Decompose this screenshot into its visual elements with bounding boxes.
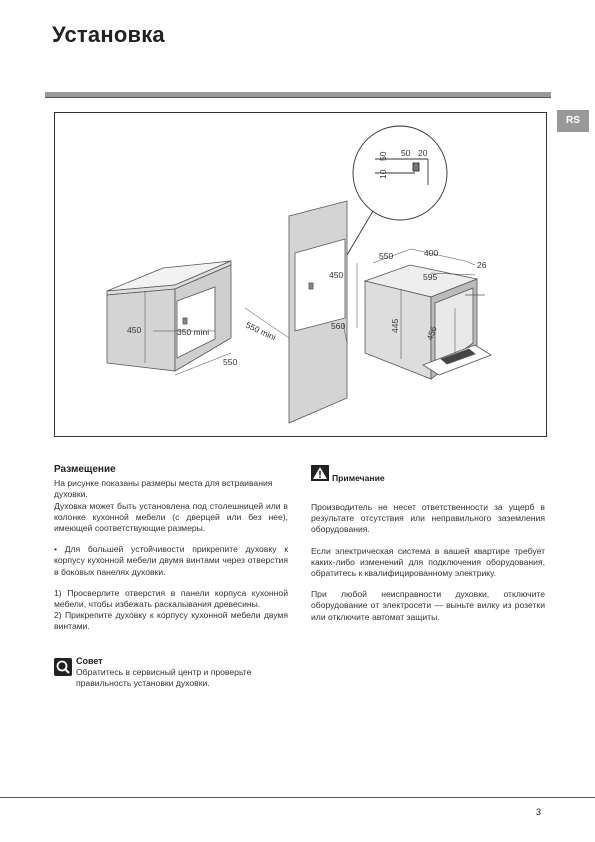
magnifier-icon — [54, 658, 72, 676]
header-rule-line — [45, 97, 551, 98]
dim-595: 595 — [423, 272, 438, 282]
undercounter-cabinet — [107, 261, 231, 371]
warning-icon — [311, 465, 329, 481]
installation-figure — [54, 112, 547, 437]
dim-456: 456 — [424, 324, 439, 342]
page-title: Установка — [52, 22, 165, 47]
detail-callout — [347, 126, 447, 255]
note-label: Примечание — [332, 473, 385, 483]
note-paragraph: Производитель не несет ответственности за ущерб в результате отсутствия или неправильного заземления оборудования. — [311, 502, 545, 535]
placement-paragraph: 2) Прикрепите духовку к корпусу кухонной мебели двумя винтами. — [54, 610, 288, 632]
dim-450-right: 450 — [329, 270, 344, 280]
dim-400: 400 — [424, 248, 439, 258]
placement-paragraph: Духовка может быть установлена под столешницей или в колонке кухонной мебели (с дверцей или без нее), имеющей соответствующие размеры. — [54, 500, 288, 534]
placement-section — [54, 464, 288, 643]
dim-10: 10 — [378, 169, 388, 179]
language-tab: RS — [557, 110, 589, 132]
dim-550-mini-diagonal: 550 mini — [244, 319, 278, 343]
note-section — [311, 502, 545, 633]
footer-rule — [0, 797, 595, 798]
tip-text: Обратитесь в сервисный центр и проверьте правильность установки духовки. — [76, 667, 252, 689]
placement-paragraph: На рисунке показаны размеры места для встраивания духовки. — [54, 478, 273, 500]
note-paragraph: Если электрическая система в вашей квартире требует каких-либо изменений для подключения оборудования, обратитесь к квалифицированному электрику. — [311, 545, 545, 579]
oven-illustration — [365, 265, 491, 379]
dim-550-top: 550 — [379, 251, 394, 261]
page-number: 3 — [536, 807, 542, 817]
installation-diagram — [55, 113, 548, 438]
dim-50-horizontal: 50 — [401, 148, 411, 158]
column-cabinet — [289, 201, 347, 423]
dim-26: 26 — [477, 260, 487, 270]
dim-350-mini: 350 mini — [177, 327, 210, 337]
dim-550-left: 550 — [223, 357, 238, 367]
dim-50-vertical: 50 — [378, 151, 388, 161]
placement-paragraph: 1) Просверлите отверстия в панели корпуса кухонной мебели, чтобы избежать раскалывания древесины. — [54, 587, 288, 610]
placement-heading: Размещение — [54, 464, 116, 475]
note-paragraph: При любой неисправности духовки, отключите оборудование от электросети — выньте вилку из розетки или отключите автомат защиты. — [311, 589, 545, 622]
tip-heading: Совет — [76, 656, 103, 666]
dim-450-left: 450 — [127, 325, 142, 335]
dim-20: 20 — [418, 148, 428, 158]
dim-445: 445 — [390, 318, 400, 333]
dim-560: 560 — [331, 321, 346, 331]
placement-paragraph: • Для большей устойчивости прикрепите духовку к корпусу кухонной мебели двумя винтами через отверстия в боковых панелях духовки. — [54, 544, 288, 577]
